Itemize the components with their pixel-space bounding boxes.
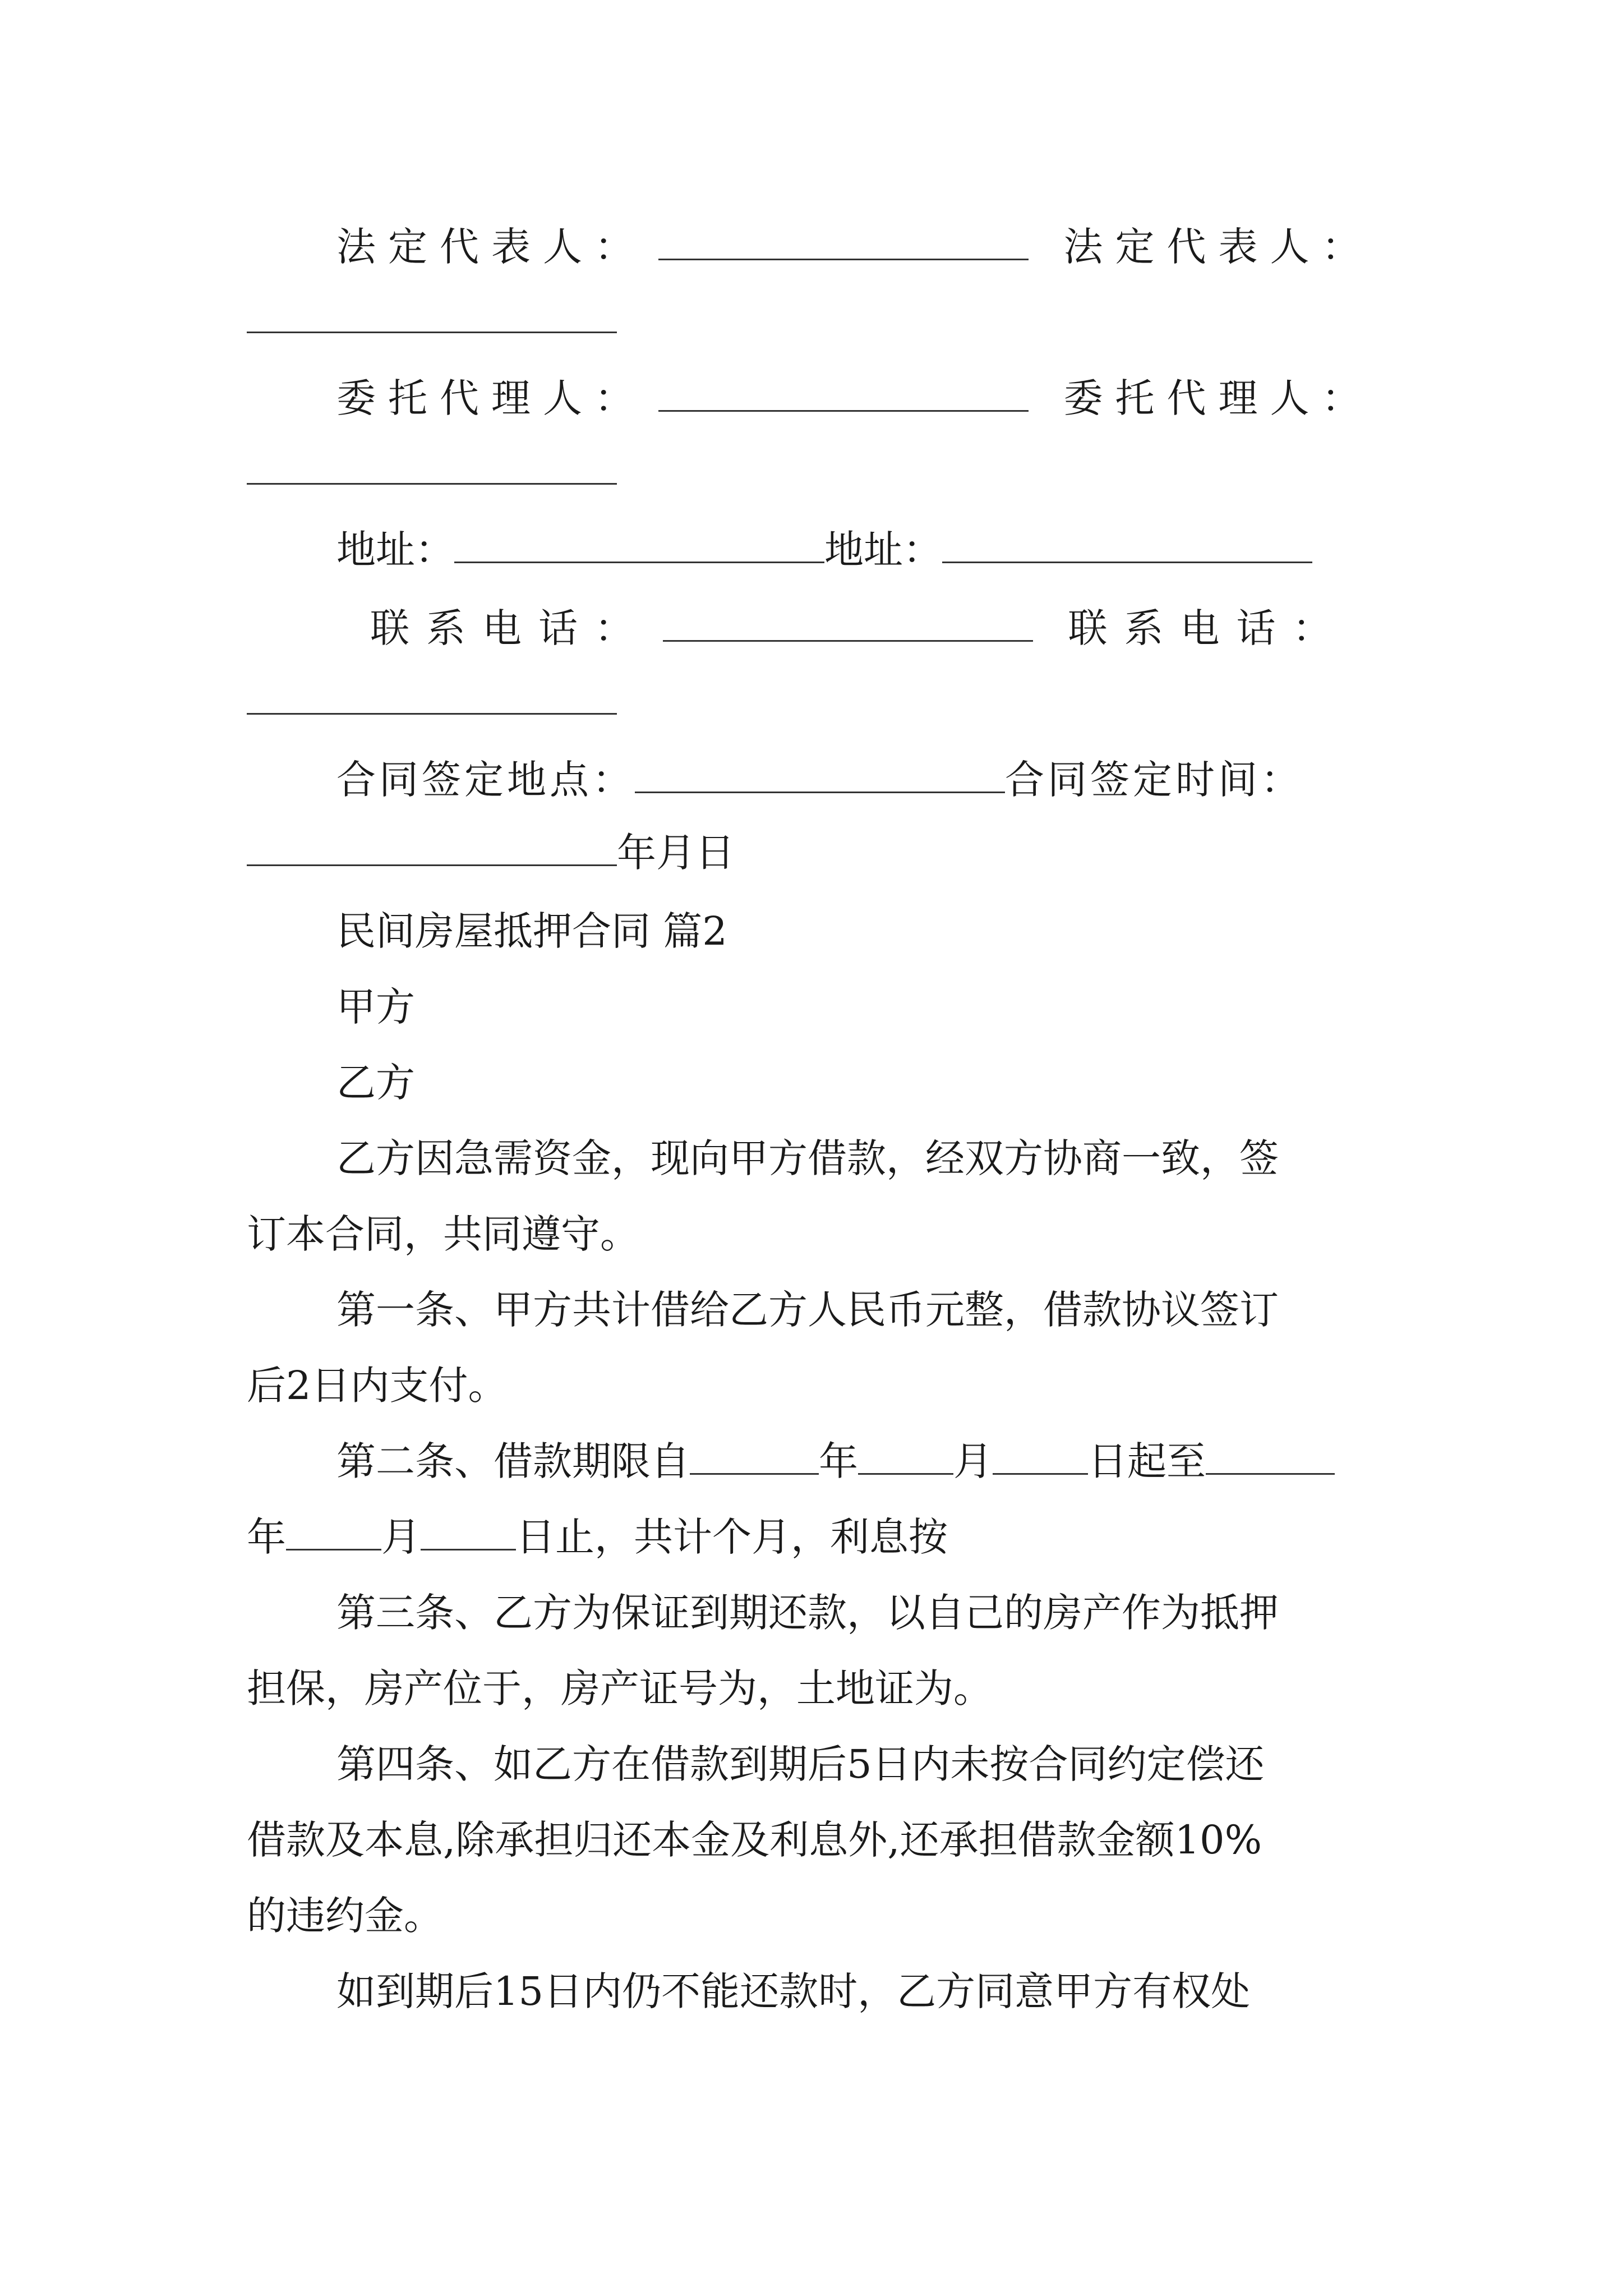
phone-row [370, 600, 1419, 656]
article-2-day-blank [993, 1437, 1088, 1475]
article-4-line-3: 的违约金。 [247, 1893, 443, 1939]
article-3-line-1: 第三条、乙方为保证到期还款，以自己的房产作为抵押 [336, 1590, 1279, 1636]
agent-blank-a [658, 374, 1029, 412]
sign-place-row [336, 752, 1385, 808]
phone-blank-b [247, 677, 617, 715]
sign-time-suffix: 年月日 [617, 830, 735, 876]
agent-row-wrap [247, 443, 1385, 499]
agent-row [336, 370, 1385, 426]
agent-label-b: 委托代理人： [1063, 375, 1373, 421]
intro-line-2: 订本合同，共同遵守。 [247, 1211, 639, 1257]
address-label-b: 地址： [824, 527, 942, 573]
intro-line-1: 乙方因急需资金，现向甲方借款，经双方协商一致，签 [336, 1135, 1279, 1181]
sign-time-row-wrap [247, 825, 1385, 881]
contract-2-title: 民间房屋抵押合同 篇2 [336, 908, 727, 954]
sign-place-blank [635, 756, 1005, 793]
address-label-a: 地址： [336, 527, 454, 573]
article-4-line-1: 第四条、如乙方在借款到期后5日内未按合同约定偿还 [336, 1741, 1265, 1787]
article-2-end-year: 年 [247, 1514, 286, 1560]
article-2-end-month: 月 [381, 1514, 421, 1560]
agent-label-a: 委托代理人： [336, 375, 646, 421]
party-a-label: 甲方 [336, 984, 415, 1030]
article-4-line-2: 借款及本息,除承担归还本金及利息外,还承担借款金额10% [247, 1817, 1262, 1863]
address-blank-a [454, 526, 824, 563]
legal-rep-label-a: 法定代表人： [336, 224, 646, 270]
article-1-line-1: 第一条、甲方共计借给乙方人民币元整，借款协议签订 [336, 1287, 1279, 1333]
article-2-month-blank [858, 1437, 953, 1475]
article-2-end-year-blank [1206, 1437, 1335, 1475]
phone-label-b: 联系电话： [1068, 605, 1349, 651]
legal-rep-row [336, 219, 1385, 275]
phone-row-wrap [247, 673, 1385, 729]
address-row [336, 522, 1385, 578]
article-2-day-from: 日起至 [1088, 1438, 1206, 1484]
sign-time-label: 合同签定时间： [1005, 757, 1303, 803]
article-1-line-2: 后2日内支付。 [247, 1363, 508, 1409]
legal-rep-blank-b [247, 296, 617, 333]
sign-time-blank [247, 829, 617, 866]
article-2-line-1 [336, 1433, 1385, 1489]
legal-rep-label-b: 法定代表人： [1063, 224, 1373, 270]
article-2-tail: 日止，共计个月，利息按 [516, 1514, 948, 1560]
article-2-end-day-blank [421, 1513, 516, 1550]
article-2-line-2 [247, 1509, 1385, 1565]
address-blank-b [942, 526, 1312, 563]
agent-blank-b [247, 447, 617, 485]
phone-label-a: 联系电话： [370, 605, 651, 651]
article-2-lead: 第二条、借款期限自 [336, 1438, 690, 1484]
phone-blank-a [663, 604, 1033, 642]
article-2-end-month-blank [286, 1513, 381, 1550]
article-3-line-2: 担保，房产位于，房产证号为，土地证为。 [247, 1665, 993, 1711]
article-2-year: 年 [819, 1438, 858, 1484]
article-2-month: 月 [953, 1438, 993, 1484]
sign-place-label: 合同签定地点： [336, 757, 635, 803]
article-5-line-1: 如到期后15日内仍不能还款时，乙方同意甲方有权处 [336, 1968, 1251, 2014]
legal-rep-row-wrap [247, 292, 1385, 348]
article-2-year-blank [690, 1437, 819, 1475]
party-b-label: 乙方 [336, 1060, 415, 1106]
legal-rep-blank-a [658, 223, 1029, 260]
